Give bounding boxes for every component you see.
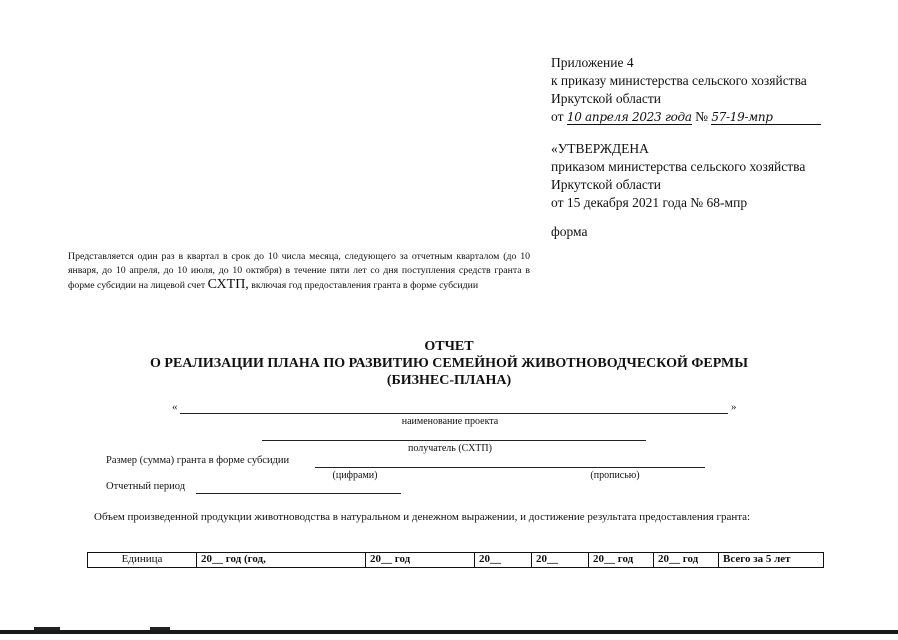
scan-edge-bar xyxy=(0,630,898,634)
header-cell-year6: 20__ год xyxy=(654,553,719,568)
recipient-caption: получатель (СХТП) xyxy=(408,443,492,454)
report-title: ОТЧЕТ xyxy=(424,339,474,354)
scan-speck xyxy=(150,627,170,630)
scan-speck xyxy=(34,627,60,630)
header-cell-year3: 20__ xyxy=(475,553,532,568)
appendix-block xyxy=(551,54,821,126)
appendix-line1: Приложение 4 xyxy=(551,55,634,70)
note-big: СХТП, xyxy=(207,277,249,292)
header-cell-year2: 20__ год xyxy=(366,553,475,568)
approved-line3: Иркутской области xyxy=(551,177,662,192)
report-subtitle-2: (БИЗНЕС-ПЛАНА) xyxy=(386,373,512,388)
project-name-line[interactable] xyxy=(180,413,728,414)
project-caption: наименование проекта xyxy=(401,416,499,427)
approved-line2: приказом министерства сельского хозяйства xyxy=(551,159,806,174)
quote-close: » xyxy=(731,401,737,413)
volume-description: Объем произведенной продукции животноводства в натуральном и денежном выражении, и достижение результата предоставления гранта: xyxy=(94,511,751,523)
appendix-line2: к приказу министерства сельского хозяйства xyxy=(551,73,807,88)
header-cell-unit: Единица xyxy=(88,553,197,568)
digits-caption: (цифрами) xyxy=(332,470,378,481)
approved-block xyxy=(551,140,805,212)
date-prefix: от xyxy=(551,109,564,124)
period-line[interactable] xyxy=(196,493,401,494)
grant-label: Размер (сумма) гранта в форме субсидии xyxy=(106,455,290,466)
note-tail: включая год предоставления гранта в форме субсидии xyxy=(251,280,479,291)
handwritten-number: 57-19-мпр xyxy=(711,110,821,125)
table-header-row xyxy=(88,553,824,568)
recipient-line[interactable] xyxy=(262,440,646,441)
grant-amount-line[interactable] xyxy=(315,467,705,468)
report-table xyxy=(87,552,824,568)
appendix-date-row xyxy=(551,108,821,126)
handwritten-date: 10 апреля 2023 года xyxy=(566,110,692,124)
form-label: форма xyxy=(551,224,588,239)
header-cell-year4: 20__ xyxy=(532,553,589,568)
quote-open: « xyxy=(172,401,178,413)
header-cell-total: Всего за 5 лет xyxy=(719,553,824,568)
report-subtitle: О РЕАЛИЗАЦИИ ПЛАНА ПО РАЗВИТИЮ СЕМЕЙНОЙ ЖИВОТНОВОДЧЕСКОЙ ФЕРМЫ xyxy=(150,356,748,371)
header-cell-year1: 20__ год (год, xyxy=(197,553,366,568)
appendix-line3: Иркутской области xyxy=(551,91,662,106)
period-label: Отчетный период xyxy=(106,481,186,492)
approved-line4: от 15 декабря 2021 года № 68-мпр xyxy=(551,195,748,210)
note-text: Представляется один раз в квартал в срок до 10 числа месяца, следующего за отчетным кварталом (до 10 января, до 10 апреля, до 10 июля, до 10 октября) в течение пяти лет со дня поступления средств гранта в форме субсидии на лицевой счет xyxy=(68,251,530,291)
words-caption: (прописью) xyxy=(590,470,640,481)
submission-note xyxy=(68,250,530,293)
number-prefix: № xyxy=(695,109,708,124)
approved-line1: «УТВЕРЖДЕНА xyxy=(551,141,649,156)
header-cell-year5: 20__ год xyxy=(589,553,654,568)
